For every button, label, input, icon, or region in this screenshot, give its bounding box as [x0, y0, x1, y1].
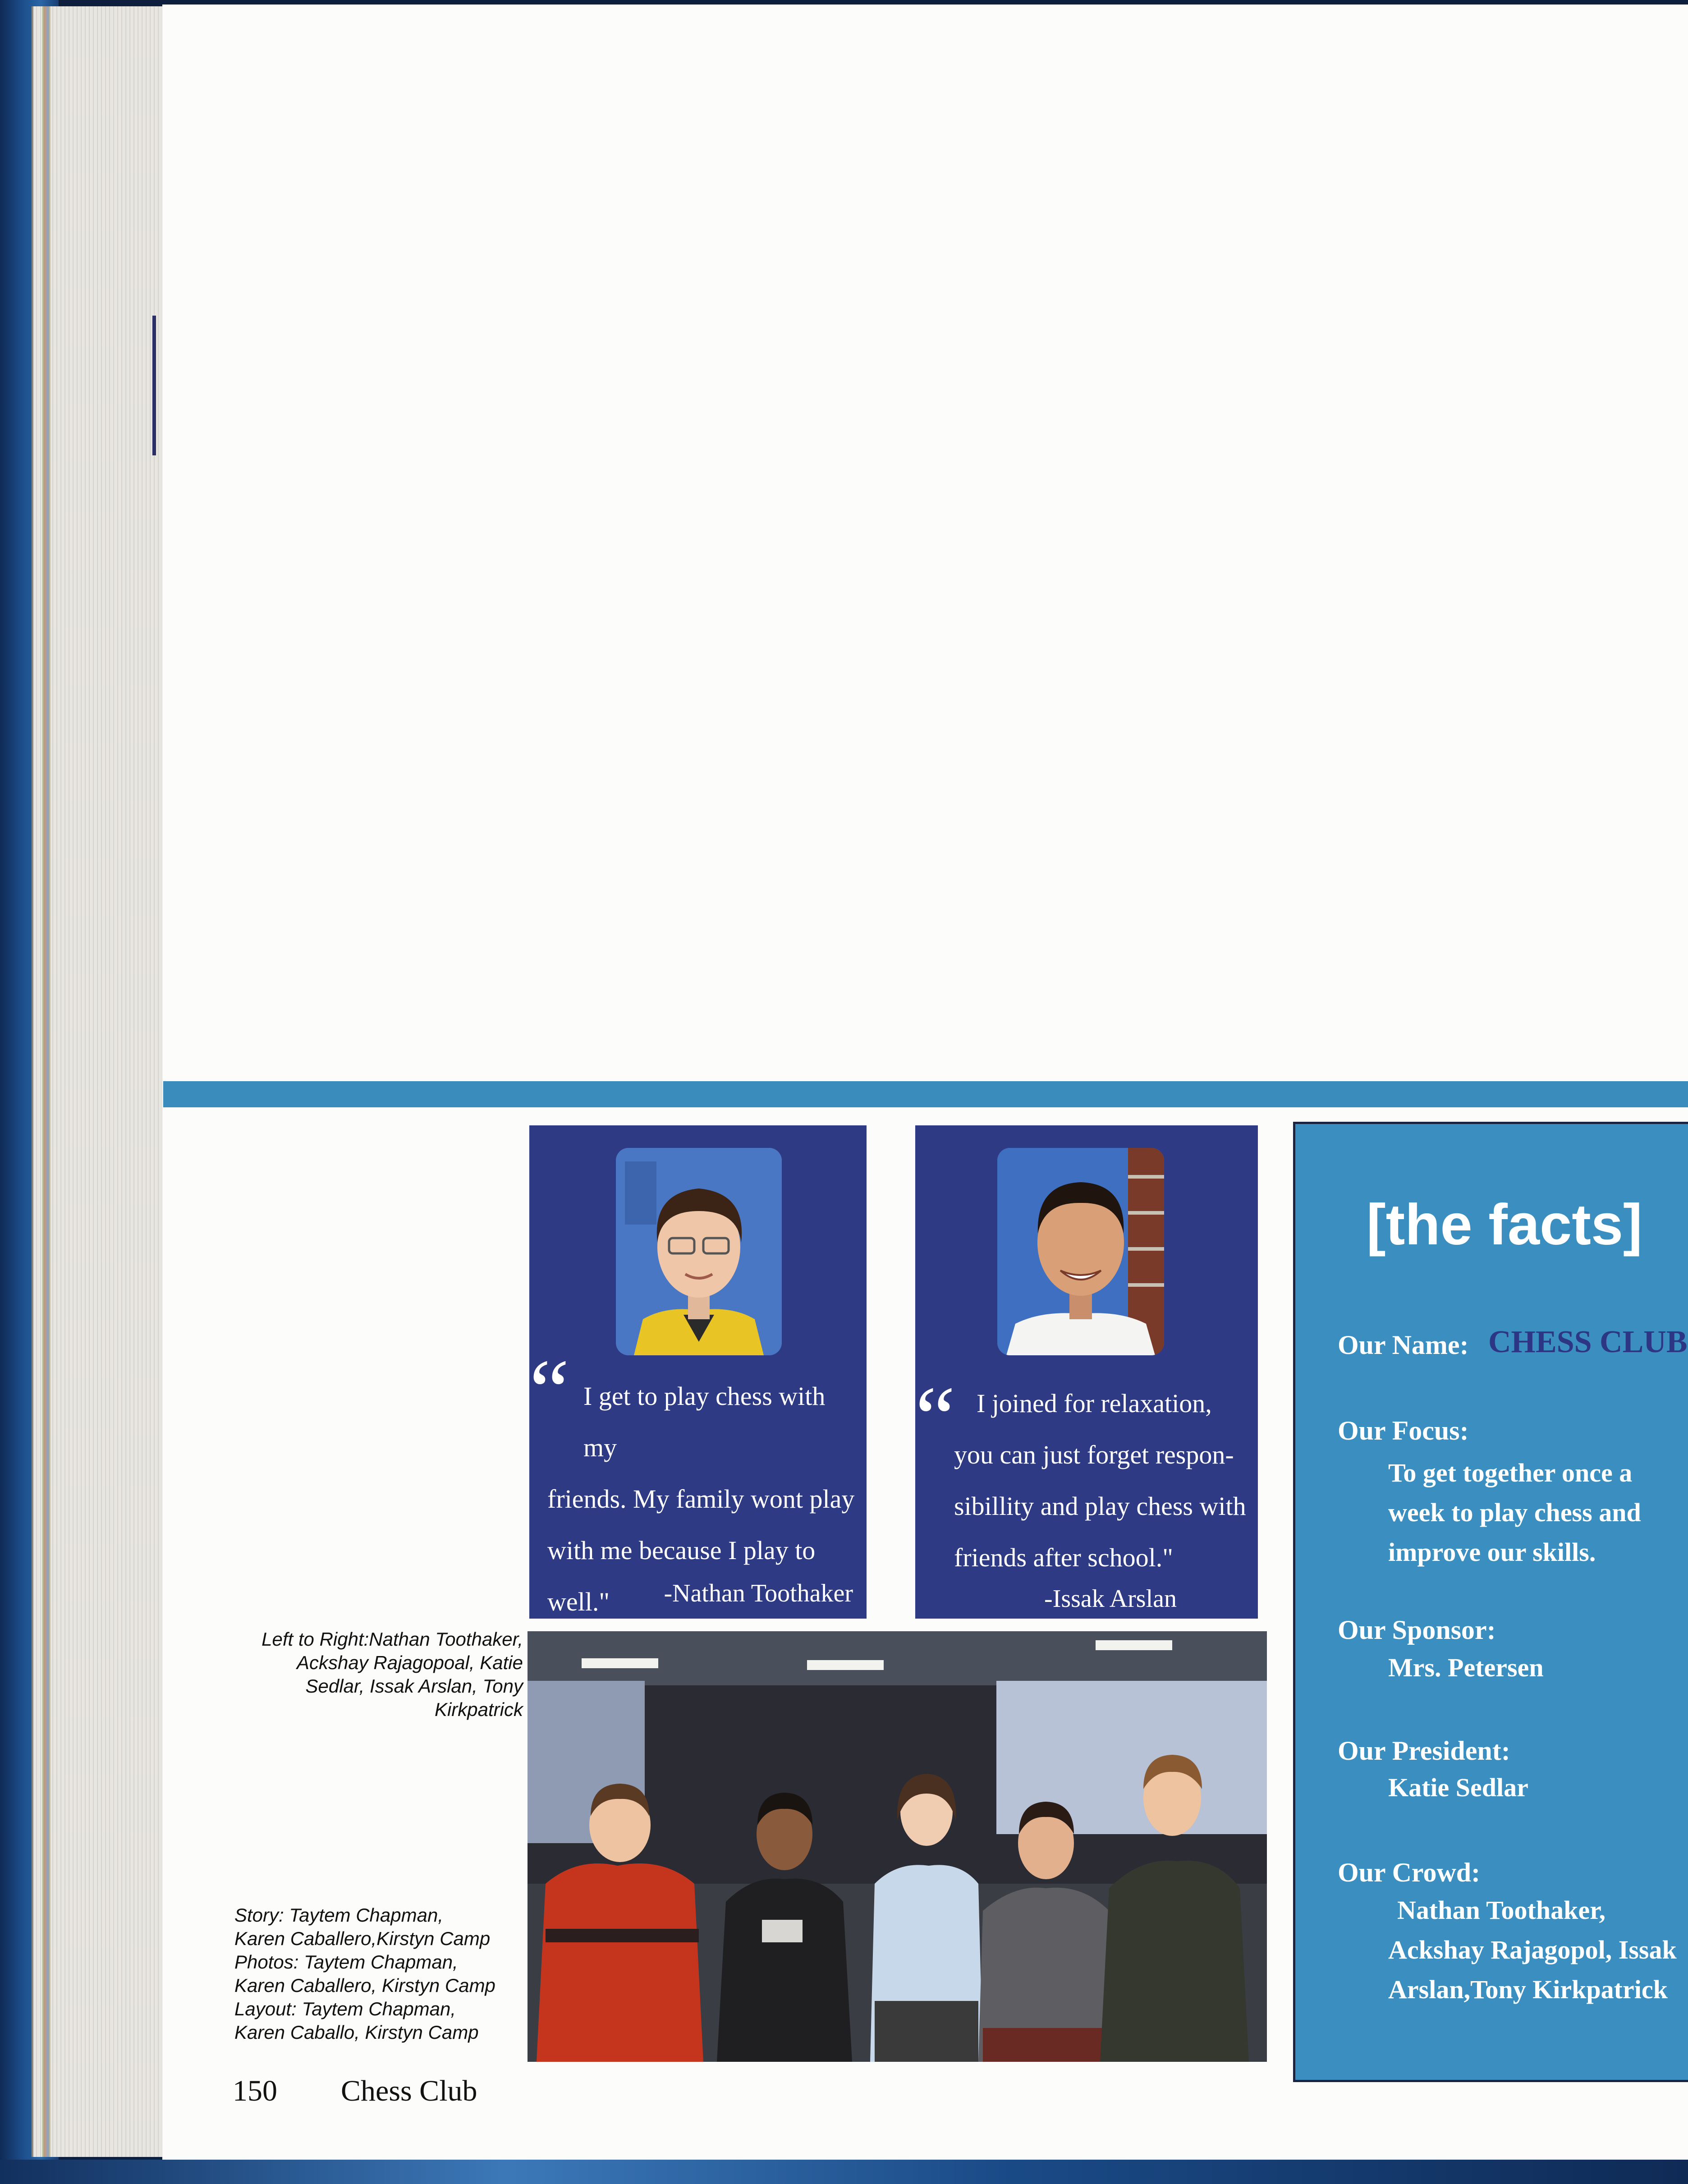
quote-text-2: [954, 1378, 1256, 1583]
facts-title: [the facts]: [1367, 1193, 1642, 1257]
binding-mark: [152, 316, 156, 455]
page-edges: [32, 6, 169, 2157]
facts-box: [1293, 1122, 1688, 2082]
portrait-photo-2: [997, 1148, 1164, 1355]
quote-panel-1: [529, 1125, 867, 1619]
president-label: Our President:: [1338, 1736, 1510, 1766]
quote-line: you can just forget respon-: [954, 1440, 1234, 1469]
crowd-list: [1388, 1890, 1677, 2010]
focus-line: To get together once a: [1388, 1458, 1633, 1487]
credit-line: Layout: Taytem Chapman,: [234, 1998, 456, 2019]
page-number: 150: [233, 2074, 277, 2107]
caption-line: Left to Right:Nathan Toothaker,: [261, 1629, 523, 1650]
quote-line: with me because I play to: [547, 1536, 816, 1565]
crowd-label: Our Crowd:: [1338, 1858, 1481, 1887]
quote-line: I joined for relaxation,: [977, 1389, 1212, 1418]
accent-rule: [163, 1081, 1688, 1107]
photo-caption: [225, 1628, 523, 1721]
quote-attribution-1: -Nathan Toothaker: [664, 1579, 853, 1607]
group-photo: [528, 1631, 1267, 2062]
quote-panel-2: [915, 1125, 1258, 1619]
focus-text: [1388, 1453, 1641, 1572]
credit-line: Karen Caballo, Kirstyn Camp: [234, 2022, 479, 2043]
staff-credits: [234, 1904, 532, 2044]
quote-line: I get to play chess with my: [583, 1381, 826, 1462]
president-name: Katie Sedlar: [1388, 1773, 1528, 1802]
name-label: Our Name:: [1338, 1330, 1469, 1360]
section-name: Chess Club: [341, 2074, 477, 2107]
club-name: CHESS CLUB: [1488, 1325, 1688, 1359]
quote-line: friends after school.": [954, 1543, 1173, 1572]
sponsor-label: Our Sponsor:: [1338, 1615, 1496, 1645]
crowd-line: Nathan Toothaker,: [1397, 1895, 1606, 1925]
portrait-photo-1: [616, 1148, 782, 1355]
open-quote-mark: “: [529, 1341, 569, 1441]
credit-line: Story: Taytem Chapman,: [234, 1904, 443, 1926]
caption-line: Ackshay Rajagopoal, Katie: [297, 1652, 523, 1673]
quote-line: friends. My family wont play: [547, 1484, 855, 1514]
credit-line: Karen Caballero,Kirstyn Camp: [234, 1928, 491, 1949]
open-quote-mark: “: [915, 1368, 955, 1468]
credit-line: Karen Caballero, Kirstyn Camp: [234, 1975, 495, 1996]
sponsor-name: Mrs. Petersen: [1388, 1653, 1544, 1682]
credit-line: Photos: Taytem Chapman,: [234, 1951, 458, 1973]
focus-line: improve our skills.: [1388, 1537, 1596, 1567]
background-bottom: [0, 2160, 1688, 2184]
crowd-line: Ackshay Rajagopol, Issak: [1388, 1935, 1677, 1964]
crowd-line: Arslan,Tony Kirkpatrick: [1388, 1975, 1668, 2004]
quote-line: sibillity and play chess with: [954, 1491, 1246, 1521]
focus-line: week to play chess and: [1388, 1498, 1641, 1527]
quote-line: well.": [547, 1587, 610, 1616]
caption-line: Sedlar, Issak Arslan, Tony: [305, 1675, 523, 1697]
quote-attribution-2: -Issak Arslan: [1044, 1585, 1177, 1613]
caption-line: Kirkpatrick: [434, 1699, 523, 1720]
focus-label: Our Focus:: [1338, 1416, 1469, 1445]
